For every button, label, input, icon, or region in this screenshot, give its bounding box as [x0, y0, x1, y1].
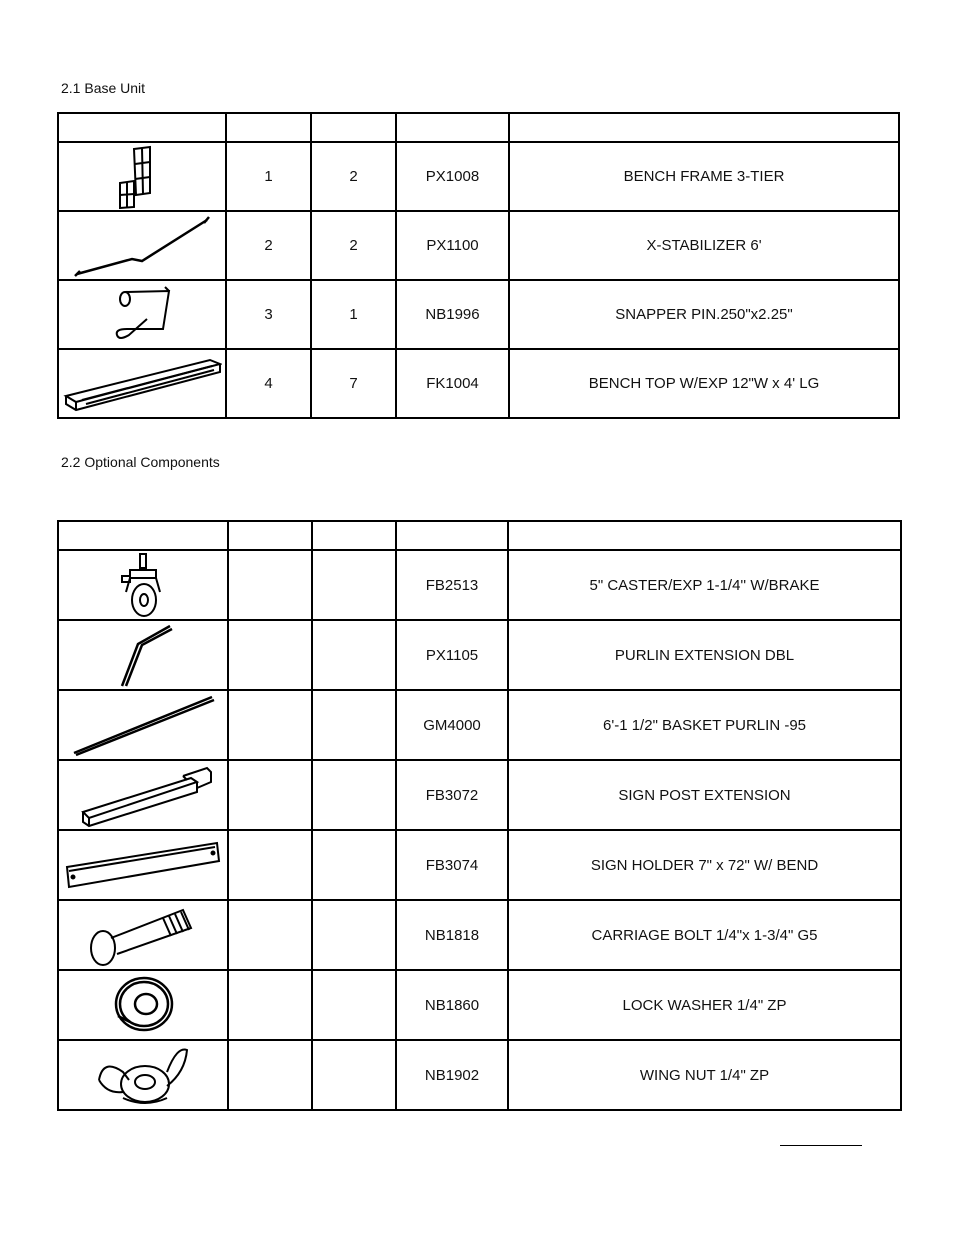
- part-image-cell: [58, 1040, 228, 1110]
- description: X-STABILIZER 6': [509, 211, 899, 280]
- part-image-cell: [58, 690, 228, 760]
- stabilizer-bar-icon: [72, 214, 212, 278]
- table-row: [58, 690, 901, 760]
- quantity: [312, 1040, 396, 1110]
- header-cell: [311, 113, 396, 142]
- description: WING NUT 1/4" ZP: [508, 1040, 901, 1110]
- part-number: PX1105: [396, 620, 508, 690]
- table-row: [58, 211, 899, 280]
- item-number: [228, 830, 312, 900]
- part-number: NB1996: [396, 280, 509, 349]
- description: BENCH FRAME 3-TIER: [509, 142, 899, 211]
- table-header-row: [58, 521, 901, 550]
- part-number: PX1100: [396, 211, 509, 280]
- header-cell: [396, 113, 509, 142]
- header-cell: [508, 521, 901, 550]
- table-row: [58, 349, 899, 418]
- table-row: [58, 760, 901, 830]
- part-image-cell: [58, 760, 228, 830]
- part-number: NB1902: [396, 1040, 508, 1110]
- header-cell: [228, 521, 312, 550]
- part-image-cell: [58, 830, 228, 900]
- table-row: [58, 550, 901, 620]
- table-row: [58, 280, 899, 349]
- description: 5" CASTER/EXP 1-1/4'' W/BRAKE: [508, 550, 901, 620]
- item-number: [228, 550, 312, 620]
- quantity: 2: [311, 211, 396, 280]
- signature-line: [780, 1145, 862, 1146]
- purlin-extension-icon: [108, 622, 178, 688]
- quantity: 2: [311, 142, 396, 211]
- wing-nut-icon: [93, 1042, 193, 1108]
- part-number: NB1818: [396, 900, 508, 970]
- part-number: FB3074: [396, 830, 508, 900]
- description: 6'-1 1/2" BASKET PURLIN -95: [508, 690, 901, 760]
- description: PURLIN EXTENSION DBL: [508, 620, 901, 690]
- part-image-cell: [58, 620, 228, 690]
- description: SIGN HOLDER 7" x 72" W/ BEND: [508, 830, 901, 900]
- part-number: NB1860: [396, 970, 508, 1040]
- part-image-cell: [58, 280, 226, 349]
- header-cell: [396, 521, 508, 550]
- basket-purlin-icon: [70, 693, 216, 757]
- description: BENCH TOP W/EXP 12"W x 4' LG: [509, 349, 899, 418]
- part-image-cell: [58, 349, 226, 418]
- item-number: 1: [226, 142, 311, 211]
- description: CARRIAGE BOLT 1/4"x 1-3/4" G5: [508, 900, 901, 970]
- lock-washer-icon: [108, 972, 178, 1038]
- item-number: 4: [226, 349, 311, 418]
- description: SNAPPER PIN.250"x2.25": [509, 280, 899, 349]
- header-cell: [509, 113, 899, 142]
- quantity: 1: [311, 280, 396, 349]
- table-row: [58, 900, 901, 970]
- quantity: [312, 760, 396, 830]
- quantity: [312, 690, 396, 760]
- quantity: [312, 970, 396, 1040]
- bench-frame-icon: [112, 145, 172, 209]
- part-image-cell: [58, 970, 228, 1040]
- item-number: 3: [226, 280, 311, 349]
- item-number: 2: [226, 211, 311, 280]
- part-number: FB3072: [396, 760, 508, 830]
- header-cell: [58, 113, 226, 142]
- part-number: FK1004: [396, 349, 509, 418]
- quantity: [312, 550, 396, 620]
- section-title-optional: 2.2 Optional Components: [61, 454, 220, 470]
- table-row: [58, 620, 901, 690]
- snapper-pin-icon: [107, 285, 177, 345]
- part-image-cell: [58, 900, 228, 970]
- header-cell: [226, 113, 311, 142]
- part-number: PX1008: [396, 142, 509, 211]
- optional-components-table: [57, 520, 902, 1111]
- quantity: [312, 830, 396, 900]
- bench-top-icon: [62, 352, 222, 416]
- quantity: [312, 900, 396, 970]
- header-cell: [58, 521, 228, 550]
- quantity: [312, 620, 396, 690]
- table-row: [58, 970, 901, 1040]
- header-cell: [312, 521, 396, 550]
- item-number: [228, 900, 312, 970]
- item-number: [228, 690, 312, 760]
- sign-holder-icon: [63, 837, 223, 893]
- base-unit-table: [57, 112, 900, 419]
- description: SIGN POST EXTENSION: [508, 760, 901, 830]
- item-number: [228, 970, 312, 1040]
- description: LOCK WASHER 1/4" ZP: [508, 970, 901, 1040]
- item-number: [228, 760, 312, 830]
- sign-post-extension-icon: [73, 762, 213, 828]
- table-row: [58, 142, 899, 211]
- item-number: [228, 1040, 312, 1110]
- item-number: [228, 620, 312, 690]
- part-image-cell: [58, 142, 226, 211]
- carriage-bolt-icon: [83, 902, 203, 968]
- quantity: 7: [311, 349, 396, 418]
- part-image-cell: [58, 550, 228, 620]
- part-number: FB2513: [396, 550, 508, 620]
- table-row: [58, 830, 901, 900]
- part-number: GM4000: [396, 690, 508, 760]
- section-title-base: 2.1 Base Unit: [61, 80, 146, 96]
- part-image-cell: [58, 211, 226, 280]
- caster-icon: [118, 552, 168, 618]
- table-header-row: [58, 113, 899, 142]
- table-row: [58, 1040, 901, 1110]
